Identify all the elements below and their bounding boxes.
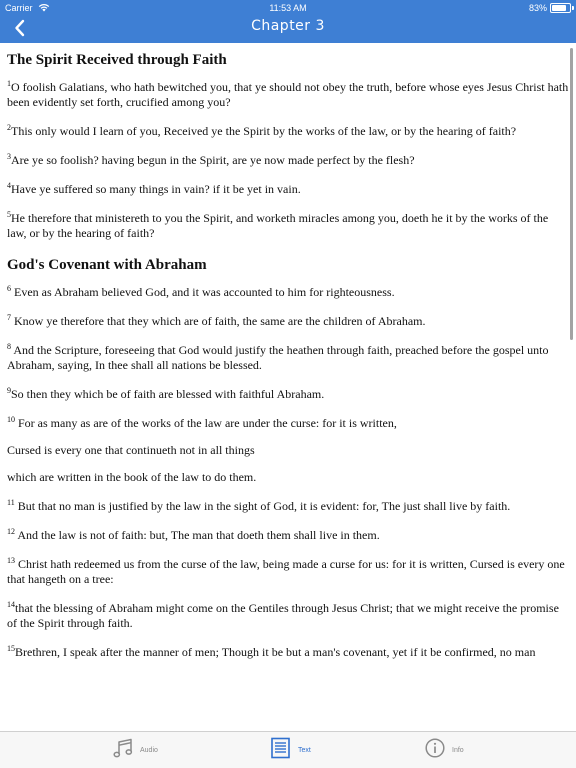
verse [7,601,569,631]
tab-text[interactable] [270,737,330,763]
verse-text: Brethren, I speak after the manner of men; Though it be but a man's covenant, yet if it be confirmed, no man [15,645,536,659]
verse-number: 13 [7,556,15,565]
section-heading: The Spirit Received through Faith [7,52,227,68]
tab-info[interactable] [424,737,484,763]
verse [7,343,569,373]
verse-text: So then they which be of faith are blessed with faithful Abraham. [11,387,325,401]
section-heading: God's Covenant with Abraham [7,257,207,273]
verse-text: And the law is not of faith: but, The man that doeth them shall live in them. [15,528,380,542]
verse [7,387,569,402]
navigation-bar [0,0,576,43]
verse-text: And the Scripture, foreseeing that God would justify the heathen through faith, preached before the gospel unto Abraham, saying, In thee shall all nations be blessed. [7,343,549,372]
verse-text: O foolish Galatians, who hath bewitched you, that ye should not obey the truth, before whose eyes Jesus Christ hath been evidently set forth, crucified among you? [7,80,569,109]
verse [7,645,569,660]
verse [7,153,569,168]
verse [7,528,569,543]
verse-number: 10 [7,415,15,424]
verse-text: Are ye so foolish? having begun in the Spirit, are ye now made perfect by the flesh? [11,153,415,167]
verse-continuation: which are written in the book of the law to do them. [7,470,257,484]
verse [7,416,569,431]
verse-text: that the blessing of Abraham might come on the Gentiles through Jesus Christ; that we might receive the promise of the Spirit through faith. [7,601,559,630]
battery-icon [550,3,571,13]
verse-number: 9 [7,386,11,395]
music-note-icon [112,737,134,759]
document-text-icon [270,737,292,759]
verse-text: But that no man is justified by the law in the sight of God, it is evident: for, The just shall live by faith. [14,499,511,513]
verse-number: 7 [7,313,11,322]
tab-info-label: Info [452,747,464,754]
tab-text-label: Text [298,747,311,754]
verse-continuation: Cursed is every one that continueth not in all things [7,443,255,457]
info-icon [424,737,446,759]
verse-text: He therefore that ministereth to you the Spirit, and worketh miracles among you, doeth he it by the works of the law, or by the hearing of faith? [7,211,549,240]
tab-bar [0,731,576,768]
carrier-label: Carrier [5,3,33,13]
battery-percentage: 83% [528,3,547,13]
verse-number: 12 [7,527,15,536]
verse [7,211,569,241]
verse-text: Even as Abraham believed God, and it was accounted to him for righteousness. [11,285,395,299]
verse-text: Christ hath redeemed us from the curse of the law, being made a curse for us: for it is written, Cursed is every one that hangeth on a tree: [7,557,565,586]
tab-audio[interactable] [112,737,172,763]
verse [7,124,569,139]
verse-number: 6 [7,284,11,293]
verse-number: 11 [7,498,15,507]
page-title: Chapter 3 [251,18,325,34]
verse-number: 15 [7,644,15,653]
verse-text: Have ye suffered so many things in vain? if it be yet in vain. [11,182,301,196]
verse [7,182,569,197]
tab-audio-label: Audio [140,747,158,754]
status-time: 11:53 AM [269,3,307,13]
verse [7,557,569,587]
verse-number: 5 [7,210,11,219]
verse-number: 4 [7,181,11,190]
verse [7,80,569,110]
verse-number: 2 [7,123,11,132]
verse-text: This only would I learn of you, Received ye the Spirit by the works of the law, or by the hearing of faith? [11,124,517,138]
verse-number: 3 [7,152,11,161]
verse-text: For as many as are of the works of the law are under the curse: for it is written, [15,416,397,430]
scrollbar[interactable] [570,48,573,340]
verse-number: 8 [7,342,11,351]
verse-text: Know ye therefore that they which are of faith, the same are the children of Abraham. [11,314,426,328]
status-bar [0,0,576,16]
battery-level [552,5,566,11]
verse [7,314,569,329]
verse [7,285,569,300]
chapter-text[interactable] [0,43,576,665]
verse-number: 1 [7,79,11,88]
verse [7,499,569,514]
verse-number: 14 [7,600,15,609]
